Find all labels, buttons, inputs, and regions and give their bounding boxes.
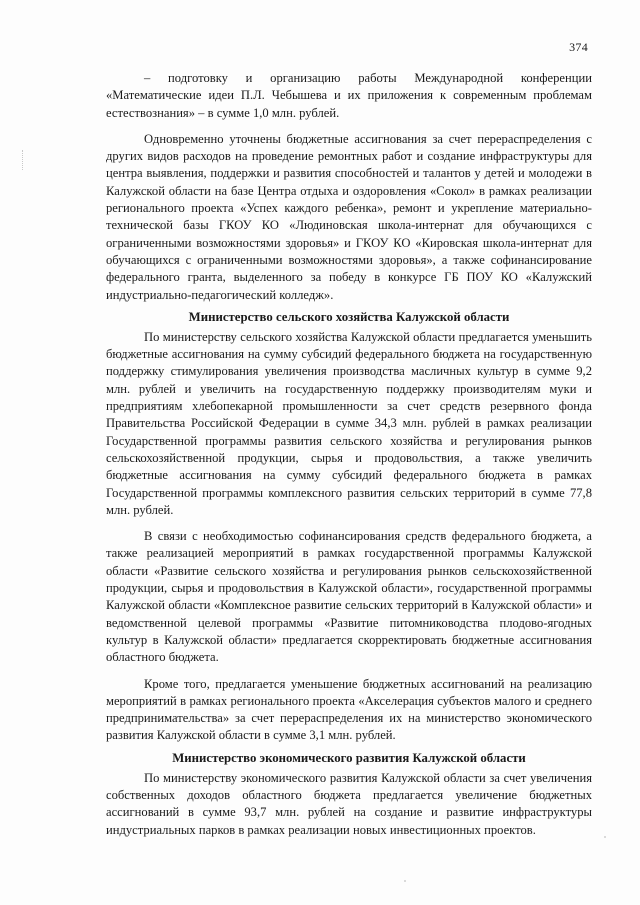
paragraph-acceleration: Кроме того, предлагается уменьшение бюджетных ассигнований на реализацию мероприятий в рамках регионального проекта «Акселерация субъектов малого и среднего предпринимательства» за счет перераспределения их на министерство экономического развития Калужской области в сумме 3,1 млн. рублей. bbox=[106, 676, 592, 743]
paragraph-industrial-parks: По министерству экономического развития Калужской области за счет увеличения собственных доходов областного бюджета предлагается увеличение бюджетных ассигнований в сумме 93,7 млн. рублей на создание и развитие инфраструктуры индустриальных парков в рамках реализации новых инвестиционных проектов. bbox=[106, 770, 592, 837]
paragraph-cofinancing: В связи с необходимостью софинансирования средств федерального бюджета, а также реализацией мероприятий в рамках государственной программы Калужской области «Развитие сельского хозяйства и регулирования рынков сельскохозяйственной продукции, сырья и продовольствия в Калужской области», государственной программы Калужской области «Комплексное развитие сельских территорий в Калужской области» и ведомственной целевой программы «Развитие питомниководства плодово-ягодных культур в Калужской области» предлагается скорректировать бюджетные ассигнования областного бюджета. bbox=[106, 529, 592, 665]
scan-margin-marks bbox=[22, 150, 27, 170]
document-body bbox=[106, 70, 592, 839]
paragraph-agriculture-subsidies: По министерству сельского хозяйства Калужской области предлагается уменьшить бюджетные ассигнования на сумму субсидий федерального бюджета на государственную поддержку стимулирования увеличения производства масличных культур в сумме 9,2 млн. рублей и увеличить на государственную поддержку производителям муки и предприятиям хлебопекарной промышленности за счет средств резервного фонда Правительства Российской Федерации в сумме 34,3 млн. рублей в рамках реализации Государственной программы развития сельского хозяйства и регулирования рынков сельскохозяйственной продукции, сырья и продовольствия, а также увеличить бюджетные ассигнования на сумму субсидий федерального бюджета в рамках Государственной программы комплексного развития сельских территорий в сумме 77,8 млн. рублей. bbox=[106, 329, 592, 517]
page-number: 374 bbox=[569, 40, 588, 54]
section-heading-agriculture: Министерство сельского хозяйства Калужской области bbox=[188, 309, 510, 324]
scan-artifact bbox=[604, 836, 606, 838]
paragraph-reallocation: Одновременно уточнены бюджетные ассигнования за счет перераспределения с других видов расходов на проведение ремонтных работ и создание инфраструктуры для центра выявления, поддержки и развития способностей и талантов у детей и молодежи в Калужской области на базе Центра отдыха и оздоровления «Сокол» в рамках реализации регионального проекта «Успех каждого ребенка», ремонт и укрепление материально-технической базы ГКОУ КО «Людиновская школа-интернат для обучающихся с ограниченными возможностями здоровья» и ГКОУ КО «Кировская школа-интернат для обучающихся с ограниченными возможностями здоровья», а также софинансирование федерального гранта, выделенного за победу в конкурсе ГБ ПОУ КО «Калужский индустриально-педагогический колледж». bbox=[106, 131, 592, 302]
paragraph-conference: – подготовку и организацию работы Международной конференции «Математические идеи П.Л. Чебышева и их приложения к современным проблемам естествознания» – в сумме 1,0 млн. рублей. bbox=[106, 71, 592, 120]
section-heading-economic-development: Министерство экономического развития Калужской области bbox=[172, 750, 526, 765]
scan-artifact bbox=[404, 880, 406, 882]
